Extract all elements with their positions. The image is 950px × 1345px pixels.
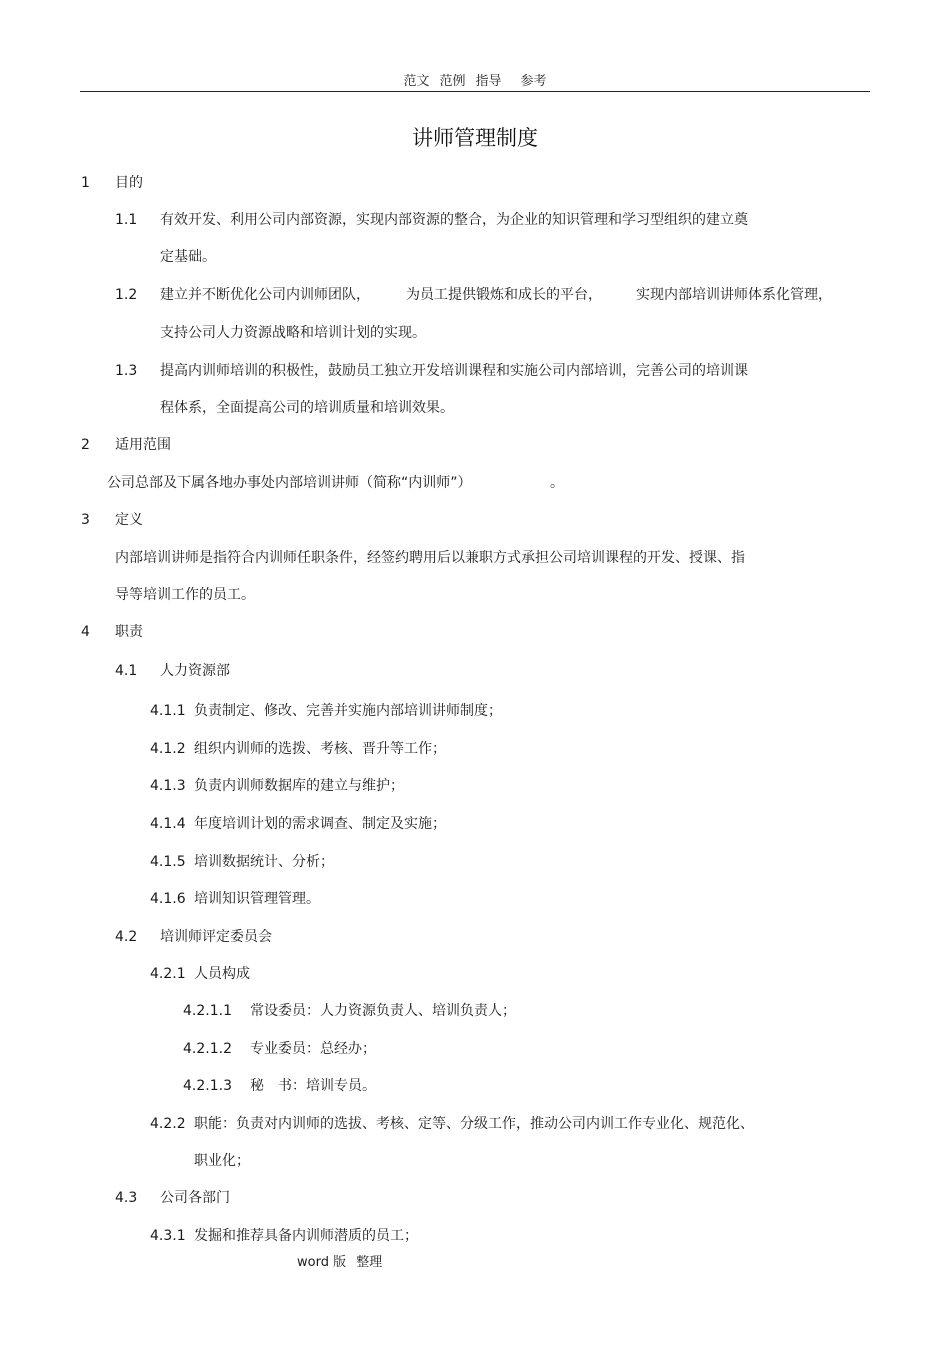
- footer-text: 版: [333, 1255, 347, 1270]
- clause-text: 发掘和推荐具备内训师潜质的员工；: [194, 1228, 418, 1244]
- clause-number: 1.1: [115, 212, 138, 228]
- clause-text: 程体系，全面提高公司的培训质量和培训效果。: [160, 400, 454, 416]
- page-header: [0, 70, 950, 89]
- section-number: 4: [81, 624, 90, 640]
- section-number: 2: [81, 437, 90, 453]
- header-item: 范文: [403, 74, 430, 89]
- clause-number: 4.2.1: [150, 966, 186, 982]
- clause-text: 培训知识管理管理。: [194, 891, 320, 907]
- clause-number: 1.3: [115, 363, 138, 379]
- clause-number: 4.2.1.2: [183, 1041, 232, 1057]
- clause-text: 建立并不断优化公司内训师团队，: [160, 287, 370, 303]
- clause-number: 4.3.1: [150, 1228, 186, 1244]
- clause-text: 负责内训师数据库的建立与维护；: [194, 778, 404, 794]
- clause-text: 有效开发、利用公司内部资源，实现内部资源的整合，为企业的知识管理和学习型组织的建立奠: [160, 212, 748, 228]
- clause-text: 支持公司人力资源战略和培训计划的实现。: [160, 325, 426, 341]
- clause-text: 实现内部培训讲师体系化管理，: [636, 287, 832, 303]
- clause-number: 4.1: [115, 663, 138, 679]
- footer-text: 整理: [356, 1255, 383, 1270]
- clause-number: 4.2.1.3: [183, 1078, 232, 1094]
- clause-text: 年度培训计划的需求调查、制定及实施；: [194, 816, 446, 832]
- header-item: 范例: [439, 74, 466, 89]
- clause-text: 秘 书：培训专员。: [250, 1078, 376, 1094]
- header-item: 参考: [520, 74, 547, 89]
- clause-number: 4.1.5: [150, 854, 186, 870]
- clause-text: 职能：负责对内训师的选拔、考核、定等、分级工作，推动公司内训工作专业化、规范化、: [194, 1116, 754, 1132]
- section-heading: 职责: [115, 624, 143, 640]
- section-number: 1: [81, 175, 90, 191]
- clause-number: 4.2.2: [150, 1116, 186, 1132]
- clause-text: 专业委员：总经办；: [250, 1041, 376, 1057]
- section-heading: 目的: [115, 175, 143, 191]
- clause-text: 负责制定、修改、完善并实施内部培训讲师制度；: [194, 703, 502, 719]
- clause-heading: 公司各部门: [160, 1190, 230, 1206]
- clause-heading: 培训师评定委员会: [160, 929, 272, 945]
- clause-number: 4.1.1: [150, 703, 186, 719]
- clause-number: 4.1.6: [150, 891, 186, 907]
- clause-number: 4.2: [115, 929, 138, 945]
- clause-number: 4.1.3: [150, 778, 186, 794]
- clause-text: 组织内训师的选拨、考核、晋升等工作；: [194, 741, 446, 757]
- clause-text: 培训数据统计、分析；: [194, 854, 334, 870]
- clause-number: 4.1.4: [150, 816, 186, 832]
- header-item: 指导: [475, 74, 502, 89]
- clause-text: 定基础。: [160, 249, 216, 265]
- body-text: 。: [550, 475, 564, 491]
- section-number: 3: [81, 512, 90, 528]
- clause-text: 职业化；: [194, 1153, 250, 1169]
- header-rule: [80, 91, 870, 92]
- clause-text: 为员工提供锻炼和成长的平台，: [406, 287, 602, 303]
- body-text: 内部培训讲师是指符合内训师任职条件，经签约聘用后以兼职方式承担公司培训课程的开发、授课、指: [115, 550, 745, 566]
- document-title: 讲师管理制度: [412, 126, 538, 150]
- clause-heading: 人力资源部: [160, 663, 230, 679]
- section-heading: 定义: [115, 512, 143, 528]
- clause-heading: 人员构成: [194, 966, 250, 982]
- body-text: 导等培训工作的员工。: [115, 587, 255, 603]
- clause-text: 常设委员：人力资源负责人、培训负责人；: [250, 1003, 516, 1019]
- clause-number: 4.3: [115, 1190, 138, 1206]
- clause-number: 4.1.2: [150, 741, 186, 757]
- clause-number: 4.2.1.1: [183, 1003, 232, 1019]
- body-text: 公司总部及下属各地办事处内部培训讲师（简称“内训师”）: [107, 475, 472, 491]
- footer-text: word: [297, 1255, 329, 1270]
- section-heading: 适用范围: [115, 437, 171, 453]
- clause-text: 提高内训师培训的积极性，鼓励员工独立开发培训课程和实施公司内部培训，完善公司的培训课: [160, 363, 748, 379]
- page-footer: [297, 1251, 382, 1270]
- clause-number: 1.2: [115, 287, 138, 303]
